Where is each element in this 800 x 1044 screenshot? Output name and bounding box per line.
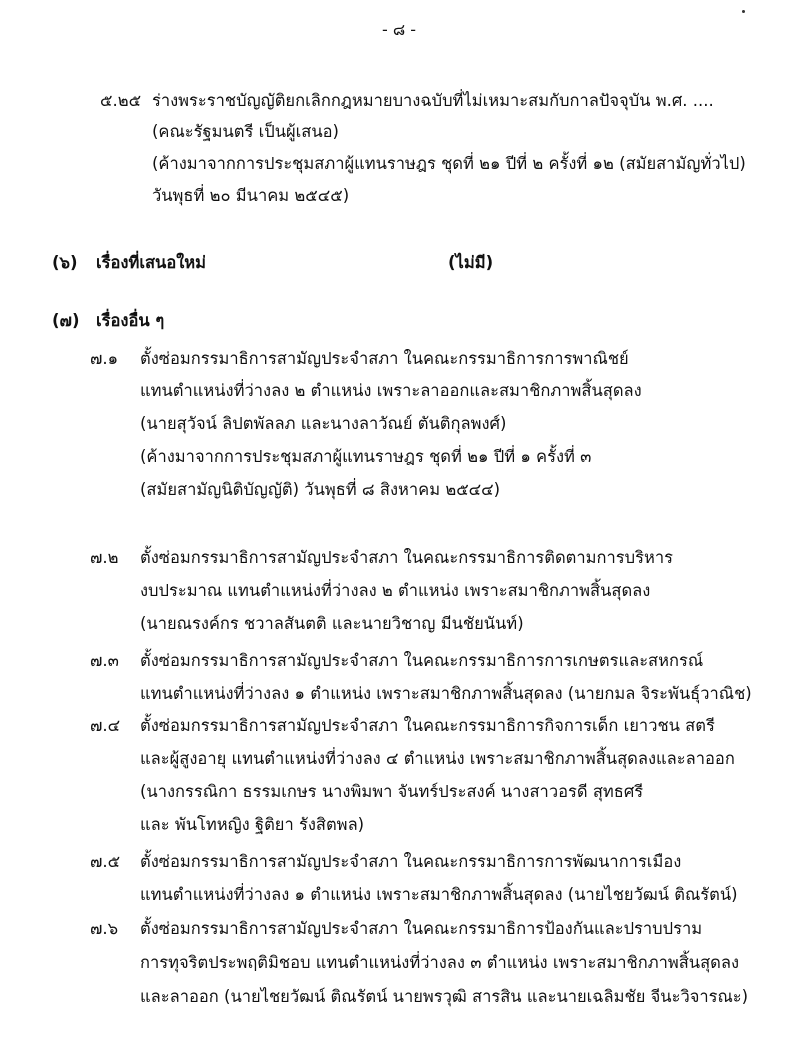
section-title: เรื่องที่เสนอใหม่ xyxy=(96,253,207,272)
item-line: (นางกรรณิกา ธรรมเกษร นางพิมพา จันทร์ประสงค์ นางสาวอรดี สุทธศรี xyxy=(140,782,644,801)
item-number: ๕.๒๕ xyxy=(100,91,142,110)
item-line: (นายณรงค์กร ชวาลสันตติ และนายวิชาญ มีนชัยนันท์) xyxy=(140,614,524,633)
item-line: ตั้งซ่อมกรรมาธิการสามัญประจำสภา ในคณะกรรมาธิการการพัฒนาการเมือง xyxy=(140,852,682,871)
item-line: ตั้งซ่อมกรรมาธิการสามัญประจำสภา ในคณะกรรมาธิการการพาณิชย์ xyxy=(140,349,629,368)
item-number: ๗.๓ xyxy=(90,651,119,670)
item-line: (ค้างมาจากการประชุมสภาผู้แทนราษฎร ชุดที่ ๒๑ ปีที่ ๑ ครั้งที่ ๓ xyxy=(140,447,592,466)
item-line: งบประมาณ แทนตำแหน่งที่ว่างลง ๒ ตำแหน่ง เพราะสมาชิกภาพสิ้นสุดลง xyxy=(140,581,651,600)
item-line: (ค้างมาจากการประชุมสภาผู้แทนราษฎร ชุดที่ ๒๑ ปีที่ ๒ ครั้งที่ ๑๒ (สมัยสามัญทั่วไป) xyxy=(152,154,746,173)
item-line: (คณะรัฐมนตรี เป็นผู้เสนอ) xyxy=(152,122,339,141)
section-note: (ไม่มี) xyxy=(448,253,494,272)
item-number: ๗.๔ xyxy=(90,716,121,735)
item-line: (นายสุวัจน์ ลิปตพัลลภ และนางลาวัณย์ ตันติกุลพงศ์) xyxy=(140,414,507,433)
item-number: ๗.๕ xyxy=(90,852,121,871)
item-line: (สมัยสามัญนิติบัญญัติ) วันพุธที่ ๘ สิงหาคม ๒๕๔๔) xyxy=(140,480,501,499)
item-line: การทุจริตประพฤติมิชอบ แทนตำแหน่งที่ว่างลง ๓ ตำแหน่ง เพราะสมาชิกภาพสิ้นสุดลง xyxy=(140,953,740,972)
item-line: แทนตำแหน่งที่ว่างลง ๑ ตำแหน่ง เพราะสมาชิกภาพสิ้นสุดลง (นายไชยวัฒน์ ติณรัตน์) xyxy=(140,885,738,904)
scan-speck xyxy=(742,10,745,13)
section-title: เรื่องอื่น ๆ xyxy=(96,311,165,330)
item-line: แทนตำแหน่งที่ว่างลง ๒ ตำแหน่ง เพราะลาออกและสมาชิกภาพสิ้นสุดลง xyxy=(140,381,642,400)
item-number: ๗.๖ xyxy=(90,919,119,938)
item-line: แทนตำแหน่งที่ว่างลง ๑ ตำแหน่ง เพราะสมาชิกภาพสิ้นสุดลง (นายกมล จิระพันธุ์วาณิช) xyxy=(140,684,752,703)
section-number: (๗) xyxy=(52,311,80,330)
item-line: วันพุธที่ ๒๐ มีนาคม ๒๕๔๕) xyxy=(152,186,350,205)
item-line: และลาออก (นายไชยวัฒน์ ติณรัตน์ นายพรวุฒิ สารสิน และนายเฉลิมชัย จีนะวิจารณะ) xyxy=(140,987,749,1006)
item-number: ๗.๒ xyxy=(90,548,119,567)
item-line: ตั้งซ่อมกรรมาธิการสามัญประจำสภา ในคณะกรรมาธิการกิจการเด็ก เยาวชน สตรี xyxy=(140,716,715,735)
item-line: และ พันโทหญิง ฐิติยา รังสิตพล) xyxy=(140,815,365,834)
item-line: และผู้สูงอายุ แทนตำแหน่งที่ว่างลง ๔ ตำแหน่ง เพราะสมาชิกภาพสิ้นสุดลงและลาออก xyxy=(140,749,735,768)
section-number: (๖) xyxy=(52,253,78,272)
item-line: ตั้งซ่อมกรรมาธิการสามัญประจำสภา ในคณะกรรมาธิการการเกษตรและสหกรณ์ xyxy=(140,651,704,670)
item-line: ตั้งซ่อมกรรมาธิการสามัญประจำสภา ในคณะกรรมาธิการติดตามการบริหาร xyxy=(140,548,673,567)
item-number: ๗.๑ xyxy=(90,349,119,368)
item-line: ตั้งซ่อมกรรมาธิการสามัญประจำสภา ในคณะกรรมาธิการป้องกันและปราบปราม xyxy=(140,919,703,938)
page-number: - ๘ - xyxy=(382,20,417,39)
item-line: ร่างพระราชบัญญัติยกเลิกกฎหมายบางฉบับที่ไม่เหมาะสมกับกาลปัจจุบัน พ.ศ. .... xyxy=(152,91,714,110)
